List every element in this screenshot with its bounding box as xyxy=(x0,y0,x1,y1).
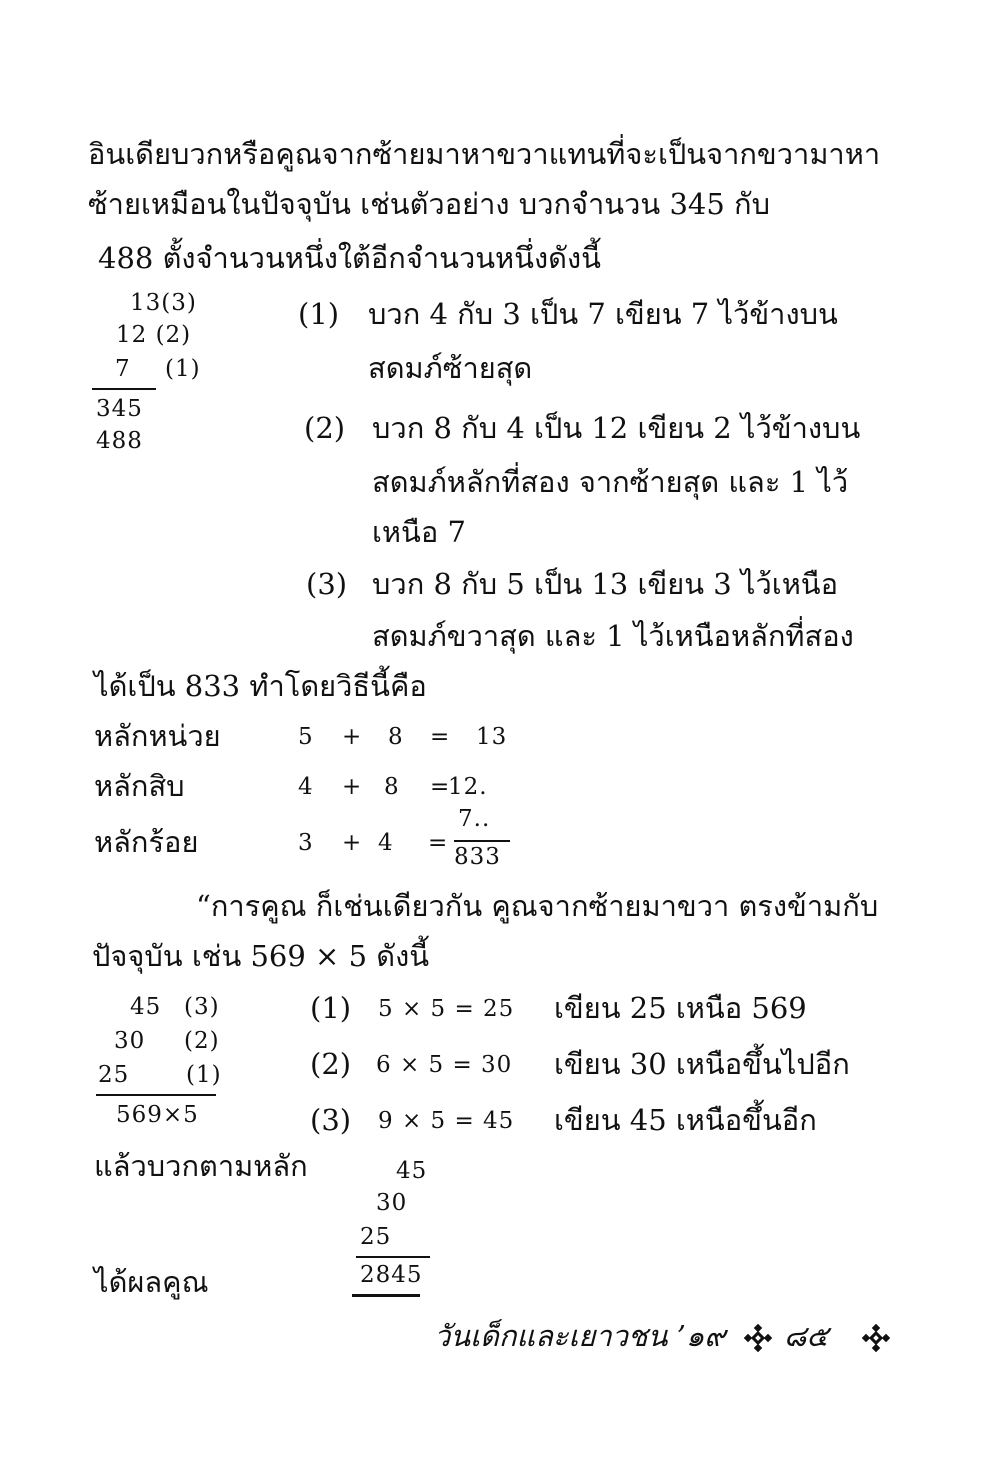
sum-total: 2845 xyxy=(360,1262,423,1288)
place-units-op: + xyxy=(342,724,363,750)
footer-title: วันเด็กและเยาวชน ’๑๙ xyxy=(434,1319,726,1353)
place-units-b: 8 xyxy=(388,724,404,750)
multiply-step-3-text: เขียน 45 เหนือขึ้นอีก xyxy=(554,1103,817,1137)
place-units-eq: = xyxy=(430,724,451,750)
place-tens-a: 4 xyxy=(298,774,314,800)
multiply-step-3-number: (3) xyxy=(310,1103,352,1137)
sum-rule-top xyxy=(356,1256,430,1258)
sum-row-2: 30 xyxy=(376,1190,408,1216)
multiply-work-rule xyxy=(96,1094,216,1096)
product-label: ได้ผลคูณ xyxy=(94,1265,209,1299)
multiply-intro-line-2: ปัจจุบัน เช่น 569 × 5 ดังนี้ xyxy=(92,939,430,973)
addition-step-3-line-2: สดมภ์ขวาสุด และ 1 ไว้เหนือหลักที่สอง xyxy=(372,619,854,653)
addition-step-2-line-2: สดมภ์หลักที่สอง จากซ้ายสุด และ 1 ไว้ xyxy=(372,465,849,499)
place-hundreds-b: 4 xyxy=(378,830,394,856)
multiply-work-row-2-value: 30 xyxy=(114,1028,146,1054)
multiply-work-row-1-tag: (1) xyxy=(186,1062,222,1088)
multiply-step-2-text: เขียน 30 เหนือขึ้นไปอีก xyxy=(554,1047,850,1081)
intro-line-3: 488 ตั้งจำนวนหนึ่งใต้อีกจำนวนหนึ่งดังนี้ xyxy=(98,241,601,275)
place-hundreds-result: 7.. xyxy=(458,806,491,832)
place-hundreds-op: + xyxy=(342,830,363,856)
multiply-step-1-text: เขียน 25 เหนือ 569 xyxy=(554,991,807,1025)
addition-work-row-3: 13(3) xyxy=(130,290,197,316)
multiply-work-row-2-tag: (2) xyxy=(184,1028,220,1054)
addition-work-row-1: 7 xyxy=(115,356,131,382)
place-tens-b: 8 xyxy=(384,774,400,800)
diamond-ornament-icon xyxy=(744,1324,772,1352)
multiply-intro-line-1: “การคูณ ก็เช่นเดียวกัน คูณจากซ้ายมาขวา ตรงข้ามกับ xyxy=(196,889,879,923)
multiply-work-row-3-tag: (3) xyxy=(184,994,220,1020)
place-hundreds-eq: = xyxy=(428,830,449,856)
addition-operand-a: 345 xyxy=(96,396,143,422)
multiply-step-1-number: (1) xyxy=(310,991,352,1025)
place-total: 833 xyxy=(454,844,501,870)
addition-step-2-number: (2) xyxy=(304,411,346,445)
multiply-step-3-equation: 9 × 5 = 45 xyxy=(378,1108,515,1134)
place-label-units: หลักหน่วย xyxy=(94,719,221,753)
multiply-step-1-equation: 5 × 5 = 25 xyxy=(378,996,515,1022)
addition-work-row-2: 12 (2) xyxy=(116,322,192,348)
addition-step-2-line-1: บวก 8 กับ 4 เป็น 12 เขียน 2 ไว้ข้างบน xyxy=(372,411,861,445)
sum-label: แล้วบวกตามหลัก xyxy=(94,1149,308,1183)
diamond-ornament-icon xyxy=(862,1324,890,1352)
addition-step-1-number: (1) xyxy=(298,297,340,331)
place-units-a: 5 xyxy=(298,724,314,750)
multiply-step-2-equation: 6 × 5 = 30 xyxy=(376,1052,513,1078)
addition-step-1-line-1: บวก 4 กับ 3 เป็น 7 เขียน 7 ไว้ข้างบน xyxy=(368,297,838,331)
addition-work-row-1-tag: (1) xyxy=(165,356,201,382)
place-hundreds-rule xyxy=(454,840,510,842)
intro-line-2: ซ้ายเหมือนในปัจจุบัน เช่นตัวอย่าง บวกจำนวน 345 กับ xyxy=(88,187,770,221)
place-label-hundreds: หลักร้อย xyxy=(94,825,199,859)
addition-step-3-number: (3) xyxy=(306,567,348,601)
sum-row-3: 25 xyxy=(360,1224,392,1250)
result-line: ได้เป็น 833 ทำโดยวิธีนี้คือ xyxy=(94,669,427,703)
addition-work-rule xyxy=(92,388,156,390)
place-label-tens: หลักสิบ xyxy=(94,769,185,803)
place-hundreds-a: 3 xyxy=(298,830,314,856)
multiply-work-row-3-value: 45 xyxy=(130,994,162,1020)
place-units-result: 13 xyxy=(476,724,508,750)
addition-step-3-line-1: บวก 8 กับ 5 เป็น 13 เขียน 3 ไว้เหนือ xyxy=(372,567,839,601)
sum-row-1: 45 xyxy=(396,1158,428,1184)
sum-rule-bottom xyxy=(352,1294,420,1297)
addition-operand-b: 488 xyxy=(96,428,143,454)
multiply-work-row-1-value: 25 xyxy=(98,1062,130,1088)
addition-step-1-line-2: สดมภ์ซ้ายสุด xyxy=(368,351,533,385)
place-tens-eq: = xyxy=(430,774,451,800)
page-number: ๘๕ xyxy=(784,1319,829,1353)
place-tens-result: 12. xyxy=(448,774,488,800)
multiply-problem: 569×5 xyxy=(116,1102,199,1128)
addition-step-2-line-3: เหนือ 7 xyxy=(372,515,466,549)
multiply-step-2-number: (2) xyxy=(310,1047,352,1081)
intro-line-1: อินเดียบวกหรือคูณจากซ้ายมาหาขวาแทนที่จะเป็นจากขวามาหา xyxy=(88,137,881,171)
place-tens-op: + xyxy=(342,774,363,800)
